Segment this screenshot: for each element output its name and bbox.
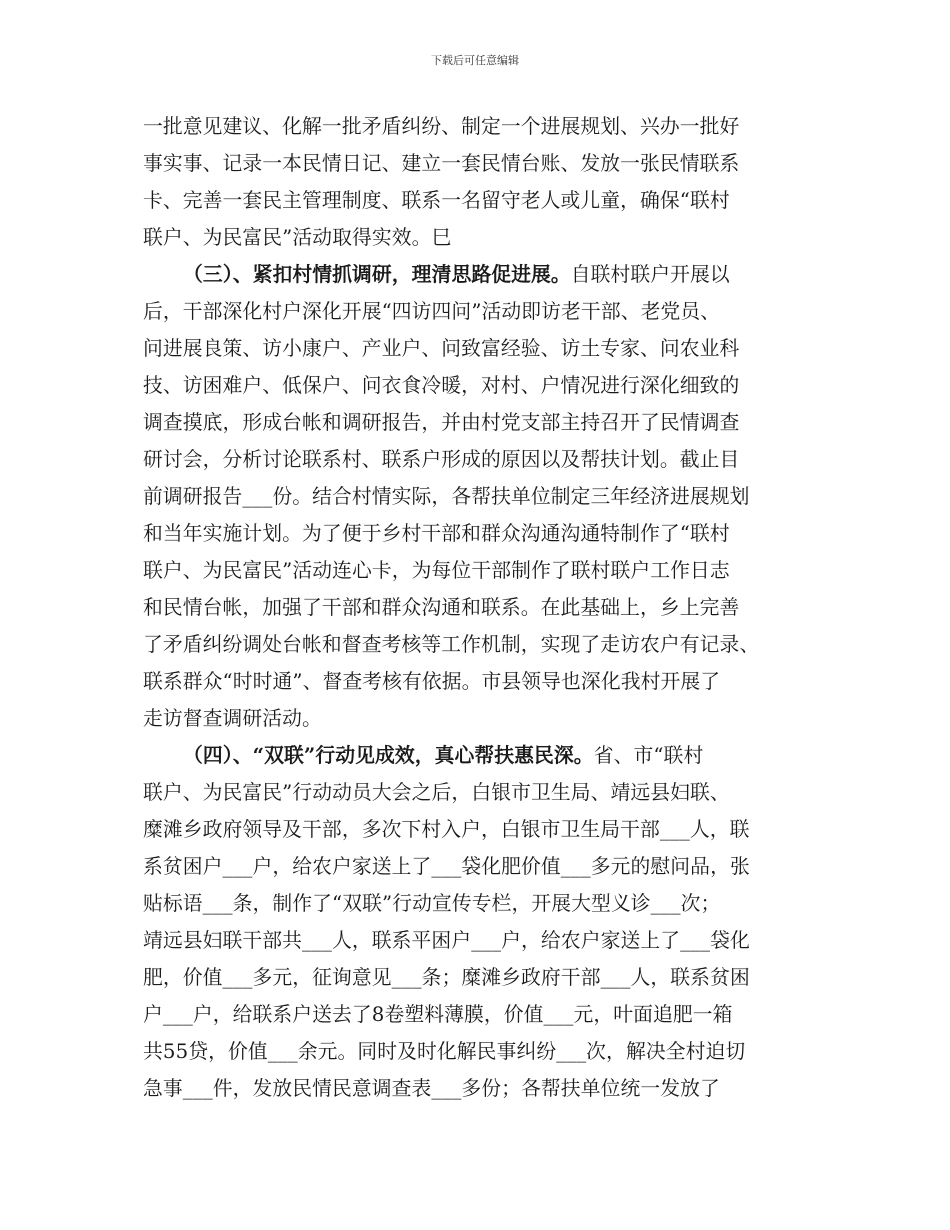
- line-text: 事实事、记录一本民情日记、建立一套民情台账、发放一张民情联系: [143, 152, 740, 175]
- text-line: [143, 108, 811, 145]
- text-line: [143, 811, 811, 848]
- line-text: 了矛盾纠纷调处台帐和督查考核等工作机制，实现了走访农户有记录、: [143, 633, 760, 656]
- line-text: 和当年实施计划。为了便于乡村干部和群众沟通沟通特制作了“联村: [143, 522, 730, 545]
- text-line: [143, 700, 811, 737]
- text-line: [143, 256, 811, 293]
- line-text: 急事___件，发放民情民意调查表___多份；各帮扶单位统一发放了: [143, 1077, 720, 1100]
- line-text: 联系群众“时时通”、督查考核有依据。市县领导也深化我村开展了: [143, 670, 721, 693]
- line-text: 前调研报告___份。结合村情实际，各帮扶单位制定三年经济进展规划: [143, 485, 750, 508]
- text-line: [143, 848, 811, 885]
- line-text: 技、访困难户、低保户、问衣食冷暖，对村、户情况进行深化细致的: [143, 374, 740, 397]
- text-line: [143, 626, 811, 663]
- text-line: [143, 922, 811, 959]
- line-text: 贴标语___条，制作了“双联”行动宣传专栏，开展大型义诊___次；: [143, 892, 721, 915]
- text-line: [143, 293, 811, 330]
- line-text: 研讨会，分析讨论联系村、联系户形成的原因以及帮扶计划。截止目: [143, 448, 740, 471]
- line-text: 调查摸底，形成台帐和调研报告，并由村党支部主持召开了民情调查: [143, 411, 740, 434]
- line-text: 共55贷，价值___余元。同时及时化解民事纠纷___次，解决全村迫切: [143, 1040, 746, 1063]
- text-line: [143, 219, 811, 256]
- page-header: 下载后可任意编辑: [431, 54, 519, 67]
- line-text: 联户、为民富民”行动动员大会之后，白银市卫生局、靖远县妇联、: [143, 781, 730, 804]
- text-line: [143, 959, 811, 996]
- line-text: 卡、完善一套民主管理制度、联系一名留守老人或儿童，确保“联村: [143, 189, 730, 212]
- text-line: [143, 1070, 811, 1107]
- text-line: [143, 589, 811, 626]
- line-text: 问进展良策、访小康户、产业户、问致富经验、访土专家、问农业科: [143, 337, 740, 360]
- text-line: [143, 552, 811, 589]
- text-line: [143, 367, 811, 404]
- text-line: [143, 478, 811, 515]
- text-line: [143, 737, 811, 774]
- line-text: 户___户，给联系户送去了8卷塑料薄膜，价值___元，叶面追肥一箱: [143, 1003, 733, 1026]
- section-heading: （三）、紧扣村情抓调研，理清思路促进展。: [183, 262, 571, 286]
- text-line: [143, 1033, 811, 1070]
- line-text: 自联村联户开展以: [570, 263, 730, 286]
- line-text: 走访督查调研活动。: [143, 707, 322, 730]
- line-text: 一批意见建议、化解一批矛盾纠纷、制定一个进展规划、兴办一批好: [143, 115, 740, 138]
- document-body: [143, 108, 811, 1107]
- text-line: [143, 885, 811, 922]
- text-line: [143, 774, 811, 811]
- line-text: 糜滩乡政府领导及干部，多次下村入户，白银市卫生局干部___人，联: [143, 818, 750, 841]
- line-text: 后，干部深化村户深化开展“四访四问”活动即访老干部、老党员、: [143, 300, 721, 323]
- text-line: [143, 663, 811, 700]
- line-text: 联户、为民富民”活动取得实效。巳: [143, 226, 452, 249]
- line-text: 靖远县妇联干部共___人，联系平困户___户，给农户家送上了___袋化: [143, 929, 750, 952]
- line-text: 和民情台帐，加强了干部和群众沟通和联系。在此基础上，乡上完善: [143, 596, 740, 619]
- text-line: [143, 441, 811, 478]
- line-text: 肥，价值___多元，征询意见___条；糜滩乡政府干部___人，联系贫困: [143, 966, 750, 989]
- text-line: [143, 996, 811, 1033]
- line-text: 省、市“联村: [593, 744, 704, 767]
- text-line: [143, 404, 811, 441]
- text-line: [143, 330, 811, 367]
- text-line: [143, 145, 811, 182]
- text-line: [143, 515, 811, 552]
- line-text: 联户、为民富民”活动连心卡，为每位干部制作了联村联户工作日志: [143, 559, 730, 582]
- line-text: 系贫困户___户，给农户家送上了___袋化肥价值___多元的慰问品，张: [143, 855, 750, 878]
- section-heading: （四）、“双联”行动见成效，真心帮扶惠民深。: [183, 743, 594, 767]
- text-line: [143, 182, 811, 219]
